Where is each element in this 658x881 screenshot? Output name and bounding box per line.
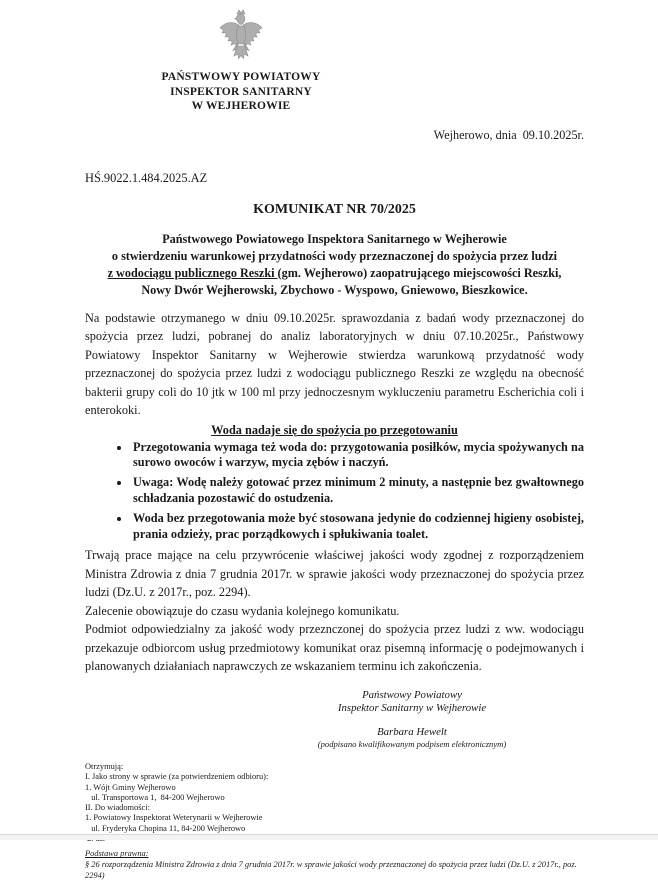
paragraph-validity: Zalecenie obowiązuje do czasu wydania kolejnego komunikatu. — [85, 603, 400, 618]
subtitle-line-rest: (gm. Wejherowo) zaopatrującego miejscowości Reszki, — [277, 266, 562, 281]
boil-advisory-heading — [85, 421, 584, 439]
advisory-bullet: • Przegotowania wymaga też woda do: przygotowania posiłków, mycia spożywanych na surowo owoców i warzyw, mycia zębów i naczyń. — [131, 440, 584, 472]
dateline: Wejherowo, dnia 09.10.2025r. — [433, 127, 584, 142]
distribution-line: ul. Transportowa 1, 84-200 Wejherowo — [85, 792, 225, 802]
distribution-line: ul. Fryderyka Chopina 11, 84-200 Wejherowo — [85, 823, 246, 833]
distribution-line: 1. Wójt Gminy Wejherowo — [85, 782, 176, 792]
org-name-line: INSPEKTOR SANITARNY — [170, 85, 312, 98]
subtitle-line: Nowy Dwór Wejherowski, Zbychowo - Wyspowo, Gniewowo, Bieszkowice. — [141, 283, 528, 298]
letterhead — [151, 8, 331, 114]
distribution-line: II. Do wiadomości: — [85, 803, 150, 813]
subtitle-line: o stwierdzeniu warunkowej przydatności wody przeznaczonej do spożycia przez ludzi — [111, 248, 558, 263]
polish-eagle-coat-of-arms-icon — [218, 8, 264, 64]
org-name-line: PAŃSTWOWY POWIATOWY — [161, 71, 321, 83]
communique-title: KOMUNIKAT NR 70/2025 — [253, 201, 416, 217]
legal-basis-text: § 26 rozporządzenia Ministra Zdrowia z dnia 7 grudnia 2017r. w sprawie jakości wody przeznaczonej do spożycia przez ludzi (Dz.U. z 2017r., poz. 2294) — [85, 859, 577, 880]
advisory-bullet: • Uwaga: Wodę należy gotować przez minimum 2 minuty, a następnie bez gwałtownego schładzania pozostawić do ostudzenia. — [131, 475, 584, 507]
legal-basis-heading: Podstawa prawna: — [85, 849, 149, 859]
advisory-bullet: • Woda bez przegotowania może być stosowana jedynie do codziennej higieny osobistej, prania odzieży, prac porządkowych i spłukiwania toalet. — [131, 511, 584, 543]
signer-title-line: Państwowy Powiatowy — [362, 688, 462, 701]
communique-subtitle — [85, 231, 584, 300]
distribution-line: 1. Powiatowy Inspektorat Weterynarii w Wejherowie — [85, 813, 263, 823]
subtitle-line — [85, 265, 584, 282]
distribution-line: I. Jako strony w sprawie (za potwierdzeniem odbioru): — [85, 772, 269, 782]
paragraph-responsible-entity: Podmiot odpowiedzialny za jakość wody przeznczonej do spożycia przez ludzi z ww. wodociągu przekazuje odbiorcom usług przedmiotowy komunikat oraz pisemną informację o podejmowanych i planowanych działaniach naprawczych ze wskazaniem terminu ich zakończenia. — [85, 622, 584, 674]
boil-advisory-heading-text: Woda nadaje się do spożycia po przegotowaniu — [211, 422, 458, 437]
reference-number: HŚ.9022.1.484.2025.AZ — [85, 170, 208, 185]
signer-title-line: Inspektor Sanitarny w Wejherowie — [337, 702, 487, 715]
legal-basis — [85, 849, 584, 881]
subtitle-line: Państwowego Powiatowego Inspektora Sanitarnego w Wejherowie — [162, 231, 507, 246]
signature-block — [278, 689, 546, 750]
paragraph-findings: Na podstawie otrzymanego w dniu 09.10.2025r. sprawozdania z badań wody przeznaczonej do spożycia przez ludzi, pobranej do analiz laboratoryjnych w dniu 07.10.2025r., Państwowy Powiatowy Inspektor Sanitarny w Wejherowie stwierdza warunkową przydatność wody przeznaczonej do spożycia przez ludzi z wodociągu publicznego Reszki ze względu na obecność bakterii grupy coli do 10 jtk w 100 ml przy jednoczesnym wykluczeniu parametru Escherichia coli i enterokoki. — [85, 310, 584, 418]
viewport-bottom-strip — [0, 834, 658, 840]
signer-name: Barbara Hewelt — [377, 725, 447, 738]
distribution-heading: Otrzymują: — [85, 761, 124, 771]
electronic-signature-note: (podpisano kwalifikowanym podpisem elektronicznym) — [317, 738, 507, 749]
distribution-list — [85, 762, 584, 844]
advisory-bullet-list — [85, 440, 584, 543]
paragraph-remediation: Trwają prace mające na celu przywrócenie właściwej jakości wody zgodnej z rozporządzeniem Ministra Zdrowia z dnia 7 grudnia 2017r. w sprawie jakości wody przeznaczonej do spożycia przez ludzi (Dz.U. z 2017r., poz. 2294). — [85, 548, 584, 600]
waterworks-name-underlined: z wodociągu publicznego Reszki — [107, 266, 278, 281]
org-name-line: W WEJHEROWIE — [191, 100, 291, 112]
